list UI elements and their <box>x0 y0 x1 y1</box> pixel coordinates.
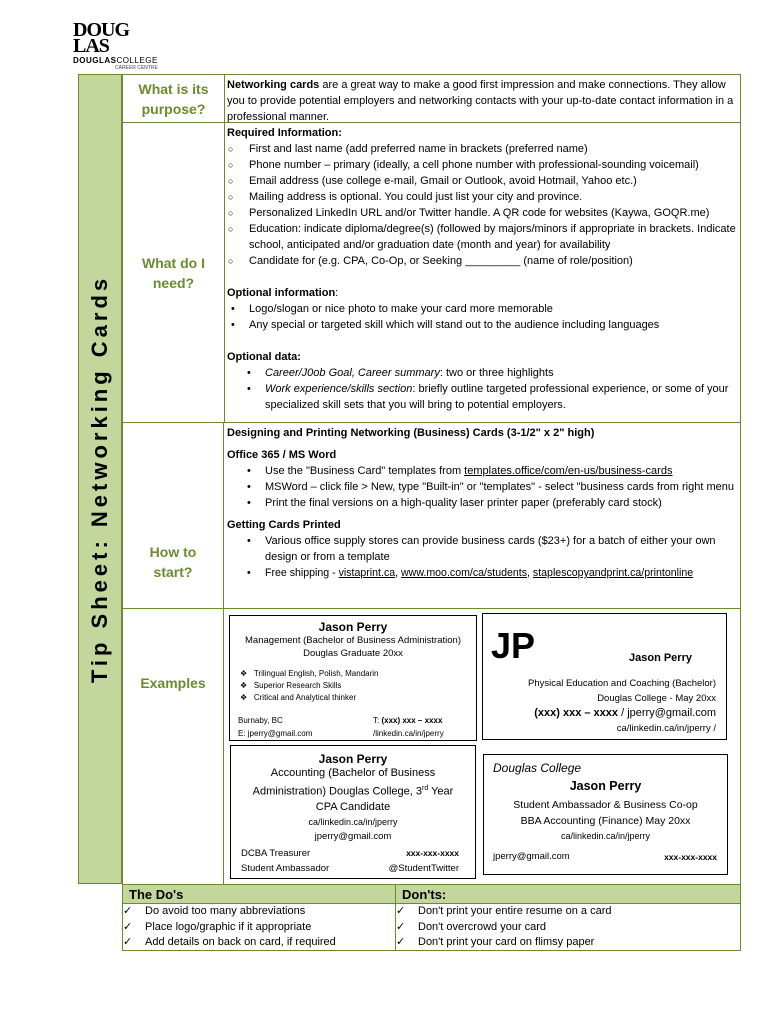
card-row-right <box>389 846 459 876</box>
list-item <box>227 565 738 581</box>
example-card-3 <box>230 745 476 879</box>
check-icon: ✓ <box>396 905 406 917</box>
check-icon: ✓ <box>396 920 406 933</box>
card-name: Jason Perry <box>318 752 388 766</box>
list-item: • Print the final versions on a high-quality laser printer paper (preferably card stock) <box>227 495 738 511</box>
staples-link[interactable]: staplescopyandprint.ca/printonline <box>532 567 694 579</box>
list-item <box>227 381 738 413</box>
card-linkedin: ca/linkedin.ca/in/jperry / <box>616 723 716 734</box>
card-superscript: rd <box>422 785 429 792</box>
card-contact-right <box>373 714 444 740</box>
start-row <box>122 422 741 609</box>
card-name: Jason Perry <box>629 652 692 664</box>
list-item <box>123 935 395 951</box>
card-phone: xxx-xxx-xxxx <box>664 852 717 862</box>
check-icon: ✓ <box>123 905 133 917</box>
card-skill-list <box>234 668 472 704</box>
card-role: DCBA Treasurer <box>241 848 311 859</box>
list-item: • Any special or targeted skill which will stand out to the audience including languages <box>227 317 738 333</box>
start-heading: Designing and Printing Networking (Business) Cards (3-1/2" x 2" high) <box>227 427 595 439</box>
data2-rest: : briefly outline targeted professional experience, or some of your specialized skill sets that you will bring to potential employers. <box>265 383 729 411</box>
donts-heading: Don'ts: <box>396 884 741 904</box>
card-line: Student Ambassador & Business Co-op <box>513 799 698 811</box>
list-item <box>123 904 395 920</box>
card-city: Burnaby, BC <box>238 716 283 725</box>
list-item: ○ Candidate for (e.g. CPA, Co-Op, or Seeking _________ (name of role/position) <box>227 253 738 269</box>
card-email: / jperry@gmail.com <box>618 707 716 719</box>
dos-heading: The Do's <box>122 884 396 904</box>
optional-data-heading: Optional data: <box>227 351 301 363</box>
optional-list <box>227 301 738 333</box>
list-item: ○ Email address (use college e-mail, Gmail or Outlook, avoid Hotmail, Yahoo etc.) <box>227 173 738 189</box>
sidebar-title: Tip Sheet: Networking Cards <box>87 274 112 684</box>
list-item: ○ Mailing address is optional. You could just list your city and province. <box>227 189 738 205</box>
example-card-2 <box>482 613 727 740</box>
start-label-line2: start? <box>153 564 193 580</box>
card-phone: xxx-xxx-xxxx <box>406 848 459 858</box>
optional-heading: Optional information <box>227 287 336 299</box>
examples-label: Examples <box>123 609 224 884</box>
card-contact-left <box>238 714 312 740</box>
card-skill-text: Superior Research Skills <box>253 681 342 690</box>
list-item: ○ First and last name (add preferred name in brackets (preferred name) <box>227 141 738 157</box>
card-line: Management (Bachelor of Business Administration) <box>245 635 461 646</box>
list-item <box>123 920 395 936</box>
card-skill: ❖ Trilingual English, Polish, Mandarin <box>240 669 379 678</box>
donts-item-text: Don't print your card on flimsy paper <box>418 936 595 948</box>
logo-centre: CAREER CENTRE <box>115 65 158 71</box>
optional-data-list <box>227 365 738 413</box>
print-heading: Getting Cards Printed <box>227 519 341 531</box>
logo-brand <box>73 56 158 65</box>
card-line: CPA Candidate <box>315 800 391 813</box>
card-line: Douglas College - May 20xx <box>597 693 716 704</box>
office-list <box>227 463 738 511</box>
card-line <box>231 781 475 800</box>
office-heading: Office 365 / MS Word <box>227 449 337 461</box>
example-card-4 <box>483 754 728 875</box>
card-details <box>528 676 716 736</box>
purpose-label <box>123 75 225 122</box>
need-label-line2: need? <box>152 274 195 291</box>
start-content <box>227 425 738 581</box>
logo-brand-rest: COLLEGE <box>116 56 158 65</box>
donts-item-text: Don't overcrowd your card <box>418 920 547 933</box>
list-item: • Logo/slogan or nice photo to make your card more memorable <box>227 301 738 317</box>
card-initials: JP <box>491 625 536 666</box>
check-icon: ✓ <box>123 920 133 933</box>
card-linkedin: ca/linkedin.ca/in/jperry <box>560 831 651 841</box>
card-role: Student Ambassador <box>241 863 330 874</box>
card-linkedin: ca/linkedin.ca/in/jperry <box>308 816 398 827</box>
card-line: Physical Education and Coaching (Bachelor) <box>528 678 716 689</box>
logo-mark-bottom: LAS <box>73 35 109 57</box>
list-item: ○ Education: indicate diploma/degree(s) (followed by majors/minors if appropriate in brackets. Indicate school, anticipated and/or graduation date (month and year) for availability <box>227 221 738 253</box>
logo-mark <box>73 19 158 57</box>
purpose-content <box>227 77 738 125</box>
card-skill-text: Critical and Analytical thinker <box>253 693 357 702</box>
purpose-row <box>122 74 741 123</box>
dos-list <box>122 904 396 951</box>
logo-mark-top: DOUG <box>73 19 129 41</box>
card-line-part: Year <box>428 785 454 798</box>
list-item: ○ Personalized LinkedIn URL and/or Twitter handle. A QR code for websites (Kaywa, GOQR.me) <box>227 205 738 221</box>
card-twitter: @StudentTwitter <box>388 863 459 874</box>
list-item: ○ Phone number – primary (ideally, a cell phone number with professional-sounding voicemail) <box>227 157 738 173</box>
purpose-label-line2: purpose? <box>141 100 206 117</box>
purpose-bold: Networking cards <box>227 79 320 91</box>
card-name: Jason Perry <box>318 620 388 634</box>
data1-rest: : two or three highlights <box>439 367 554 379</box>
card-phone: (xxx) xxx – xxxx <box>381 716 443 725</box>
separator: , <box>527 567 533 579</box>
card-phone: (xxx) xxx – xxxx <box>534 707 619 719</box>
sidebar-banner <box>78 74 122 884</box>
list-item <box>396 904 740 920</box>
card-details <box>484 797 727 843</box>
moo-link[interactable]: www.moo.com/ca/students <box>401 567 528 579</box>
donts-list <box>396 904 741 951</box>
list-item <box>227 463 738 479</box>
douglas-college-logo <box>73 19 158 71</box>
card-row-left <box>241 846 329 876</box>
need-content <box>227 125 738 413</box>
optional-colon: : <box>335 287 339 299</box>
check-icon: ✓ <box>396 936 406 948</box>
start-label-line1: How to <box>149 544 197 560</box>
print2-pre: Free shipping - <box>265 567 339 579</box>
separator: , <box>395 567 402 579</box>
need-label-line1: What do I <box>142 254 205 271</box>
example-card-1 <box>229 615 477 741</box>
card-line-part: Administration) Douglas College, 3 <box>252 785 423 798</box>
card-email: jperry@gmail.com <box>314 830 392 842</box>
card-line: Douglas Graduate 20xx <box>303 648 403 659</box>
vistaprint-link[interactable]: vistaprint.ca <box>338 567 396 579</box>
office1-pre: Use the "Business Card" templates from <box>265 465 465 477</box>
purpose-text: are a great way to make a good first impression and make connections. They allow you to provide potential employers and networking contacts with your up-to-date contact information in a professional manner. <box>227 79 734 123</box>
list-item: • MSWord – click file > New, type "Built-in" or "templates" - select "business cards from right menu <box>227 479 738 495</box>
card-email: E: jperry@gmail.com <box>238 729 313 738</box>
card-phone-label: T: <box>373 716 382 725</box>
check-icon: ✓ <box>123 936 133 948</box>
card-school: Douglas College <box>493 761 582 775</box>
card-line: BBA Accounting (Finance) May 20xx <box>520 815 691 827</box>
card-linkedin: /linkedin.ca/in/jperry <box>373 729 444 738</box>
dos-item-text: Place logo/graphic if it appropriate <box>145 920 312 933</box>
list-item <box>396 920 740 936</box>
list-item: • Various office supply stores can provide business cards ($23+) for a batch of either your own design or from a template <box>227 533 738 565</box>
data2-italic: Work experience/skills section <box>265 383 413 395</box>
donts-item-text: Don't print your entire resume on a card <box>418 905 612 917</box>
list-item <box>396 935 740 951</box>
templates-link[interactable]: templates.office/com/en-us/business-cards <box>464 465 673 477</box>
print-list <box>227 533 738 581</box>
required-heading: Required Information: <box>227 127 342 139</box>
dos-donts-table <box>122 884 741 952</box>
card-email: jperry@gmail.com <box>493 851 570 862</box>
required-list <box>227 141 738 269</box>
card-skill-text: Trilingual English, Polish, Mandarin <box>253 669 379 678</box>
card-name: Jason Perry <box>569 779 642 793</box>
purpose-label-line1: What is its <box>138 80 209 97</box>
card-details <box>231 766 475 815</box>
card-skill: ❖ Superior Research Skills <box>240 681 342 690</box>
need-row <box>122 122 741 423</box>
data1-italic: Career/J0ob Goal, Career summary <box>265 367 440 379</box>
dos-item-text: Add details on back on card, if required <box>145 936 336 948</box>
need-label <box>123 123 225 422</box>
list-item <box>227 365 738 381</box>
card-line: Accounting (Bachelor of Business <box>270 767 436 779</box>
dos-item-text: Do avoid too many abbreviations <box>145 905 306 917</box>
card-skill: ❖ Critical and Analytical thinker <box>240 693 357 702</box>
logo-brand-bold: DOUGLAS <box>73 56 117 65</box>
start-label <box>123 423 224 608</box>
